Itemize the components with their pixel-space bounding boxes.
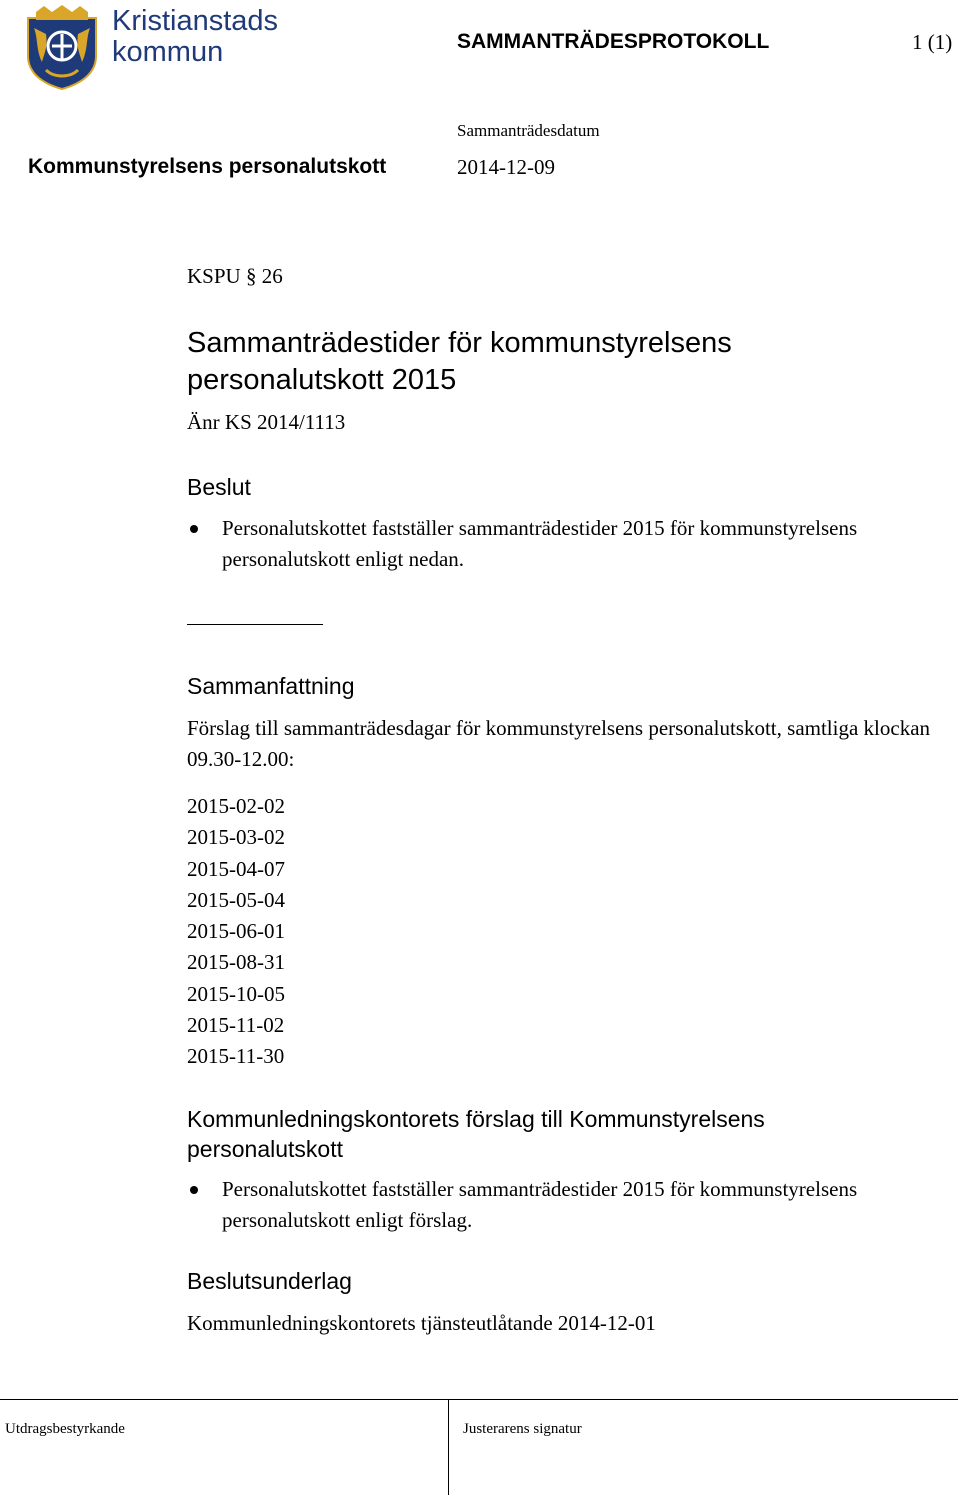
page-number: 1 (1): [912, 30, 953, 54]
meeting-date-item: 2015-11-30: [187, 1044, 285, 1069]
meeting-dates-list: [187, 791, 285, 1073]
municipality-name-line2: kommun: [112, 36, 224, 68]
decision-text: Personalutskottet fastställer sammanträdestider 2015 för kommunstyrelsens personalutskott enligt nedan.: [222, 516, 858, 571]
proposal-heading: Kommunledningskontorets förslag till Kommunstyrelsens personalutskott: [187, 1106, 765, 1162]
meeting-date-item: 2015-11-02: [187, 1013, 285, 1038]
proposal-text: Personalutskottet fastställer sammanträdestider 2015 för kommunstyrelsens personalutskott enligt förslag.: [222, 1177, 858, 1232]
decision-bullet: [187, 513, 947, 575]
basis-heading: Beslutsunderlag: [187, 1268, 352, 1294]
meeting-date-item: 2015-02-02: [187, 794, 285, 818]
item-title: Sammanträdestider för kommunstyrelsens personalutskott 2015: [187, 327, 732, 396]
divider: [187, 624, 323, 625]
committee-name: Kommunstyrelsens personalutskott: [28, 155, 387, 178]
meeting-date-item: 2015-05-04: [187, 887, 285, 912]
municipality-wordmark: [112, 6, 278, 68]
meeting-date-item: 2015-08-31: [187, 950, 285, 975]
meeting-date-label: Sammanträdesdatum: [457, 121, 600, 140]
meeting-date: 2014-12-09: [457, 155, 555, 179]
proposal-bullet: [187, 1174, 947, 1236]
item-number: KSPU § 26: [187, 264, 283, 288]
bullet-icon: [190, 525, 198, 533]
summary-heading: Sammanfattning: [187, 673, 355, 699]
document-type: SAMMANTRÄDESPROTOKOLL: [457, 30, 770, 53]
meeting-date-item: 2015-04-07: [187, 856, 285, 881]
meeting-date-item: 2015-10-05: [187, 981, 285, 1006]
adjuster-signature-label: Justerarens signatur: [463, 1421, 582, 1437]
municipality-name-line1: Kristianstads: [112, 5, 279, 37]
summary-text: Förslag till sammanträdesdagar för kommunstyrelsens personalutskott, samtliga klockan 09.30-12.00:: [187, 716, 931, 771]
basis-text: Kommunledningskontorets tjänsteutlåtande 2014-12-01: [187, 1311, 656, 1335]
footer-line: [0, 1399, 958, 1400]
bullet-icon: [190, 1186, 198, 1194]
decision-heading: Beslut: [187, 474, 251, 500]
extract-certification-label: Utdragsbestyrkande: [5, 1421, 125, 1437]
case-number: Änr KS 2014/1113: [187, 410, 346, 434]
footer-divider: [448, 1400, 449, 1495]
meeting-date-item: 2015-03-02: [187, 825, 285, 850]
meeting-date-item: 2015-06-01: [187, 919, 285, 944]
municipality-crest-logo: [22, 4, 102, 90]
